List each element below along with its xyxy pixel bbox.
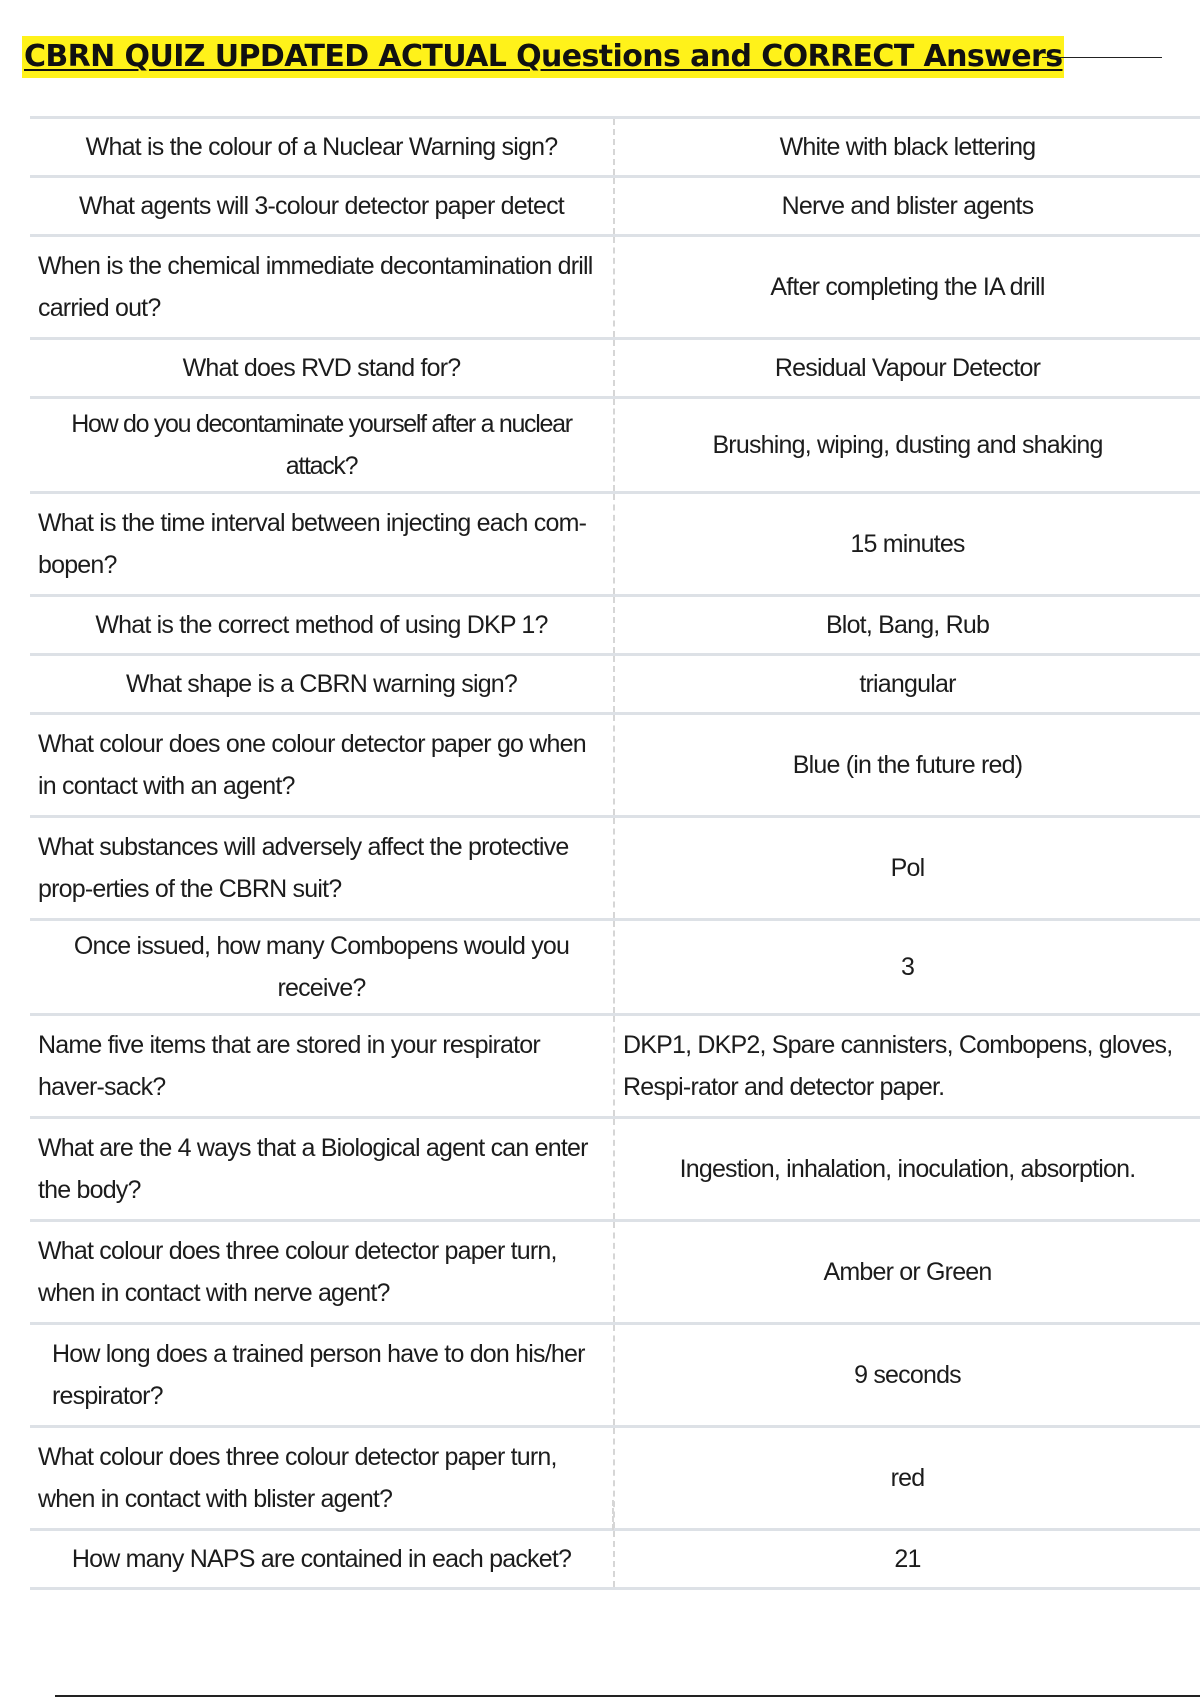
footer-rule bbox=[55, 1695, 1200, 1697]
answer-cell: White with black lettering bbox=[614, 118, 1200, 177]
answer-cell: red bbox=[614, 1427, 1200, 1530]
question-cell: What agents will 3-colour detector paper detect bbox=[30, 177, 614, 236]
question-cell: What is the time interval between injecting each com-bopen? bbox=[30, 493, 614, 596]
question-cell: What colour does three colour detector paper turn, when in contact with blister agent? bbox=[30, 1427, 614, 1530]
answer-cell: Amber or Green bbox=[614, 1221, 1200, 1324]
qa-table bbox=[30, 116, 1200, 1590]
qa-row bbox=[30, 817, 1200, 920]
answer-cell: 21 bbox=[614, 1530, 1200, 1589]
qa-row bbox=[30, 1118, 1200, 1221]
question-cell: How many NAPS are contained in each packet? bbox=[30, 1530, 614, 1589]
question-cell: What colour does three colour detector paper turn, when in contact with nerve agent? bbox=[30, 1221, 614, 1324]
qa-row bbox=[30, 596, 1200, 655]
qa-row bbox=[30, 118, 1200, 177]
qa-row bbox=[30, 339, 1200, 398]
answer-cell: After completing the IA drill bbox=[614, 236, 1200, 339]
qa-row bbox=[30, 236, 1200, 339]
answer-cell: 9 seconds bbox=[614, 1324, 1200, 1427]
document-title: CBRN QUIZ UPDATED ACTUAL Questions and CORRECT Answers bbox=[22, 36, 1064, 78]
question-cell: When is the chemical immediate decontamination drill carried out? bbox=[30, 236, 614, 339]
answer-cell: Ingestion, inhalation, inoculation, absorption. bbox=[614, 1118, 1200, 1221]
question-cell: Name five items that are stored in your respirator haver-sack? bbox=[30, 1015, 614, 1118]
question-cell: What does RVD stand for? bbox=[30, 339, 614, 398]
answer-cell: DKP1, DKP2, Spare cannisters, Combopens, gloves, Respi-rator and detector paper. bbox=[614, 1015, 1200, 1118]
qa-row bbox=[30, 714, 1200, 817]
qa-row bbox=[30, 1221, 1200, 1324]
answer-cell: triangular bbox=[614, 655, 1200, 714]
qa-row bbox=[30, 177, 1200, 236]
qa-row bbox=[30, 655, 1200, 714]
qa-row bbox=[30, 1427, 1200, 1530]
answer-cell: Brushing, wiping, dusting and shaking bbox=[614, 398, 1200, 493]
question-cell: What shape is a CBRN warning sign? bbox=[30, 655, 614, 714]
answer-cell: Residual Vapour Detector bbox=[614, 339, 1200, 398]
answer-cell: Blot, Bang, Rub bbox=[614, 596, 1200, 655]
question-cell: How do you decontaminate yourself after a nuclear attack? bbox=[30, 398, 614, 493]
question-cell: Once issued, how many Combopens would you receive? bbox=[30, 920, 614, 1015]
question-cell: What substances will adversely affect the protective prop-erties of the CBRN suit? bbox=[30, 817, 614, 920]
question-cell: What is the correct method of using DKP 1? bbox=[30, 596, 614, 655]
answer-cell: Blue (in the future red) bbox=[614, 714, 1200, 817]
qa-row bbox=[30, 1530, 1200, 1589]
qa-row bbox=[30, 1015, 1200, 1118]
answer-cell: 3 bbox=[614, 920, 1200, 1015]
question-cell: What are the 4 ways that a Biological agent can enter the body? bbox=[30, 1118, 614, 1221]
document-header bbox=[22, 32, 1142, 82]
title-trailing-rule bbox=[1042, 57, 1162, 58]
qa-row bbox=[30, 493, 1200, 596]
qa-row bbox=[30, 920, 1200, 1015]
question-cell: What is the colour of a Nuclear Warning sign? bbox=[30, 118, 614, 177]
qa-row bbox=[30, 398, 1200, 493]
answer-cell: Nerve and blister agents bbox=[614, 177, 1200, 236]
question-cell: What colour does one colour detector paper go when in contact with an agent? bbox=[30, 714, 614, 817]
qa-row bbox=[30, 1324, 1200, 1427]
answer-cell: Pol bbox=[614, 817, 1200, 920]
answer-cell: 15 minutes bbox=[614, 493, 1200, 596]
column-divider-tail bbox=[612, 1500, 614, 1530]
question-cell: How long does a trained person have to don his/her respirator? bbox=[30, 1324, 614, 1427]
